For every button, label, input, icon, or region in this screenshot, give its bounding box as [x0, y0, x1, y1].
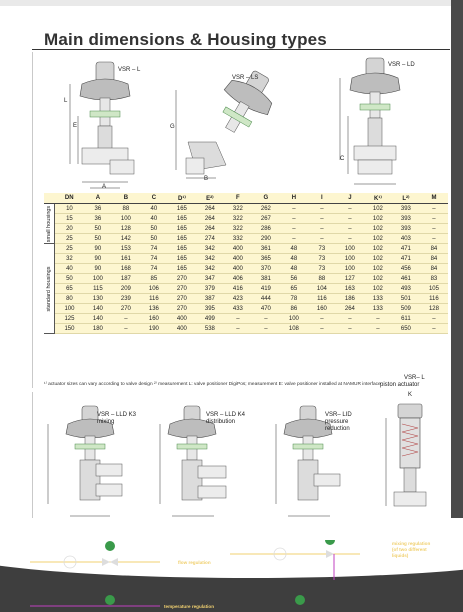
table-cell: 209: [112, 284, 140, 294]
table-cell: 102: [364, 224, 392, 234]
table-cell: 100: [84, 274, 112, 284]
column-header: K¹⁾: [364, 193, 392, 204]
table-cell: 142: [112, 234, 140, 244]
table-cell: 15: [55, 214, 84, 224]
table-cell: 509: [392, 304, 420, 314]
table-cell: 25: [55, 244, 84, 254]
table-cell: –: [420, 204, 448, 214]
table-cell: 393: [392, 224, 420, 234]
table-cell: 433: [224, 304, 252, 314]
table-cell: –: [420, 234, 448, 244]
column-header: G: [252, 193, 280, 204]
column-header: J: [336, 193, 364, 204]
label-vsr-l: VSR – L: [118, 67, 141, 73]
table-cell: 133: [364, 294, 392, 304]
header-group-spacer: [44, 193, 55, 204]
table-cell: –: [308, 214, 336, 224]
table-row: [44, 264, 448, 274]
table-cell: 36: [84, 214, 112, 224]
table-cell: 50: [140, 234, 168, 244]
table-cell: 116: [140, 294, 168, 304]
title-rule: [32, 49, 450, 50]
dim-label-b: B: [204, 176, 209, 182]
margin-bracket-lower: [32, 392, 33, 532]
table-cell: 50: [84, 234, 112, 244]
table-cell: 165: [168, 244, 196, 254]
table-cell: 165: [168, 254, 196, 264]
table-cell: 74: [140, 244, 168, 254]
label-vsr-ls: VSR – LS: [232, 75, 259, 81]
table-cell: –: [280, 214, 308, 224]
table-cell: 128: [112, 224, 140, 234]
label-vsr-lld-k4-sub: distribution: [206, 419, 236, 425]
column-header: L²⁾: [392, 193, 420, 204]
table-cell: 20: [55, 224, 84, 234]
table-cell: 100: [336, 264, 364, 274]
label-vsr-ld: VSR – LD: [388, 62, 415, 68]
table-cell: 102: [364, 264, 392, 274]
table-row: [44, 244, 448, 254]
table-cell: 102: [364, 274, 392, 284]
table-cell: 116: [308, 294, 336, 304]
table-cell: 342: [196, 254, 224, 264]
table-cell: 461: [392, 274, 420, 284]
table-cell: 400: [224, 264, 252, 274]
table-cell: 80: [55, 294, 84, 304]
table-cell: 86: [280, 304, 308, 314]
table-cell: –: [364, 324, 392, 334]
table-cell: 262: [252, 204, 280, 214]
dim-label-l: L: [64, 98, 68, 104]
label-flow-regulation: flow regulation: [178, 560, 211, 565]
drawing-vsr-ld: [328, 56, 428, 191]
table-cell: –: [224, 314, 252, 324]
table-cell: 130: [84, 294, 112, 304]
table-cell: 163: [336, 284, 364, 294]
table-cell: 50: [84, 224, 112, 234]
table-cell: –: [308, 324, 336, 334]
table-cell: 471: [392, 254, 420, 264]
table-cell: 322: [224, 214, 252, 224]
table-cell: 395: [196, 304, 224, 314]
table-cell: 400: [168, 314, 196, 324]
table-cell: 140: [84, 304, 112, 314]
table-cell: –: [112, 314, 140, 324]
table-cell: 270: [112, 304, 140, 314]
table-cell: 104: [308, 284, 336, 294]
table-cell: 264: [336, 304, 364, 314]
table-cell: 322: [224, 224, 252, 234]
table-cell: 88: [308, 274, 336, 284]
table-cell: 165: [168, 214, 196, 224]
label-mixing-regulation-1: mixing regulation: [392, 541, 431, 546]
column-header: E²⁾: [196, 193, 224, 204]
page-title: Main dimensions & Housing types: [44, 30, 327, 49]
table-cell: 160: [140, 314, 168, 324]
table-cell: –: [364, 314, 392, 324]
table-cell: 102: [364, 214, 392, 224]
table-cell: 136: [140, 304, 168, 314]
dim-label-c: C: [340, 156, 345, 162]
table-cell: 270: [168, 304, 196, 314]
flow-schematic: [30, 540, 450, 612]
table-cell: –: [420, 324, 448, 334]
table-cell: 471: [392, 244, 420, 254]
table-cell: 32: [55, 254, 84, 264]
dimensions-table: [44, 193, 448, 334]
table-cell: –: [336, 324, 364, 334]
table-group-text: standard housings: [46, 266, 52, 311]
table-cell: 168: [112, 264, 140, 274]
table-row: [44, 294, 448, 304]
table-cell: 153: [112, 244, 140, 254]
column-header: A: [84, 193, 112, 204]
table-cell: 50: [140, 224, 168, 234]
table-cell: 611: [392, 314, 420, 324]
table-cell: 180: [84, 324, 112, 334]
table-cell: 127: [336, 274, 364, 284]
table-cell: 140: [84, 314, 112, 324]
label-vsr-l-piston-sub: piston actuator: [380, 382, 420, 388]
table-header-row: [44, 193, 448, 204]
table-cell: 90: [84, 254, 112, 264]
table-cell: 73: [308, 254, 336, 264]
table-cell: –: [308, 224, 336, 234]
table-cell: 48: [280, 254, 308, 264]
table-cell: 400: [224, 254, 252, 264]
table-cell: 65: [55, 284, 84, 294]
column-header: M: [420, 193, 448, 204]
table-cell: 83: [420, 274, 448, 284]
table-cell: 493: [392, 284, 420, 294]
column-header: F: [224, 193, 252, 204]
table-cell: 36: [84, 204, 112, 214]
table-cell: 165: [168, 224, 196, 234]
table-cell: 78: [280, 294, 308, 304]
label-vsr-l-piston: VSR– L: [404, 375, 425, 381]
margin-bracket: [32, 52, 33, 388]
column-header: I: [308, 193, 336, 204]
column-header: B: [112, 193, 140, 204]
table-cell: 165: [168, 234, 196, 244]
table-cell: –: [420, 214, 448, 224]
table-row: [44, 284, 448, 294]
table-cell: 423: [224, 294, 252, 304]
table-cell: 381: [252, 274, 280, 284]
table-cell: 74: [140, 254, 168, 264]
table-cell: 370: [252, 264, 280, 274]
table-cell: –: [308, 234, 336, 244]
table-cell: 499: [196, 314, 224, 324]
table-row: [44, 314, 448, 324]
label-mixing-regulation-2: (of two different: [392, 547, 427, 552]
table-row: [44, 274, 448, 284]
column-header: DN: [55, 193, 84, 204]
table-cell: 90: [84, 244, 112, 254]
table-cell: 264: [196, 214, 224, 224]
table-cell: 128: [420, 304, 448, 314]
table-cell: 84: [420, 254, 448, 264]
label-vsr-lld-k3: VSR – LLD K3: [97, 412, 137, 418]
table-group-text: small housings: [46, 205, 52, 242]
column-header: D¹⁾: [168, 193, 196, 204]
table-cell: –: [336, 224, 364, 234]
table-cell: 48: [280, 264, 308, 274]
table-cell: –: [280, 224, 308, 234]
table-cell: 264: [196, 204, 224, 214]
table-cell: 416: [224, 284, 252, 294]
table-cell: 90: [84, 264, 112, 274]
label-vsr-lid-sub2: reduction: [325, 426, 350, 432]
label-mixing-regulation-3: liquids): [392, 553, 409, 558]
dim-label-g: G: [170, 124, 175, 130]
table-cell: –: [420, 224, 448, 234]
table-cell: 100: [112, 214, 140, 224]
table-group-label: [44, 244, 55, 334]
table-cell: 342: [196, 244, 224, 254]
table-row: [44, 324, 448, 334]
table-cell: 264: [196, 224, 224, 234]
table-cell: 165: [168, 264, 196, 274]
table-cell: 332: [224, 234, 252, 244]
table-body-standard: [44, 244, 448, 334]
table-cell: 186: [336, 294, 364, 304]
table-row: [44, 204, 448, 214]
table-cell: 100: [336, 244, 364, 254]
table-cell: 290: [252, 234, 280, 244]
table-cell: –: [308, 204, 336, 214]
table-cell: 133: [364, 304, 392, 314]
drawing-vsr-l-piston: [380, 400, 440, 530]
table-row: [44, 254, 448, 264]
table-body-small: [44, 204, 448, 244]
table-cell: 73: [308, 264, 336, 274]
table-cell: 25: [55, 234, 84, 244]
table-cell: 393: [392, 204, 420, 214]
table-group-label: [44, 204, 55, 244]
table-cell: 150: [55, 324, 84, 334]
table-cell: 365: [252, 254, 280, 264]
table-cell: 40: [140, 204, 168, 214]
drawing-vsr-ls: [166, 70, 296, 185]
table-cell: 190: [140, 324, 168, 334]
table-cell: 270: [168, 274, 196, 284]
table-cell: 160: [308, 304, 336, 314]
table-row: [44, 234, 448, 244]
table-cell: 50: [55, 274, 84, 284]
table-cell: 393: [392, 214, 420, 224]
table-cell: 270: [168, 284, 196, 294]
table-cell: 270: [168, 294, 196, 304]
table-cell: 342: [196, 264, 224, 274]
label-vsr-lid-sub1: pressure: [325, 419, 349, 425]
table-cell: 105: [420, 284, 448, 294]
table-cell: 102: [364, 234, 392, 244]
table-cell: 470: [252, 304, 280, 314]
table-cell: 102: [364, 284, 392, 294]
table-cell: –: [308, 314, 336, 324]
table-cell: 40: [140, 214, 168, 224]
table-cell: 444: [252, 294, 280, 304]
table-cell: 267: [252, 214, 280, 224]
table-cell: –: [336, 314, 364, 324]
drawing-vsr-lld-k3: [40, 404, 140, 524]
table-cell: 274: [196, 234, 224, 244]
table-cell: 102: [364, 254, 392, 264]
table-cell: 100: [336, 254, 364, 264]
label-vsr-lld-k3-sub: mixing: [97, 419, 115, 425]
table-cell: –: [336, 214, 364, 224]
table-cell: 538: [196, 324, 224, 334]
table-cell: 379: [196, 284, 224, 294]
table-row: [44, 214, 448, 224]
label-temperature-regulation: temperature regulation: [164, 604, 215, 609]
table-cell: 239: [112, 294, 140, 304]
table-cell: 65: [280, 284, 308, 294]
table-cell: –: [280, 234, 308, 244]
table-cell: 456: [392, 264, 420, 274]
table-cell: 106: [140, 284, 168, 294]
table-row: [44, 224, 448, 234]
table-cell: –: [280, 204, 308, 214]
table-cell: 400: [168, 324, 196, 334]
table-cell: 187: [112, 274, 140, 284]
table-cell: 387: [196, 294, 224, 304]
table-cell: –: [252, 314, 280, 324]
table-cell: 100: [55, 304, 84, 314]
table-cell: 84: [420, 244, 448, 254]
top-strip: [0, 0, 463, 6]
dim-label-a: A: [102, 184, 107, 190]
table-cell: –: [336, 234, 364, 244]
column-header: C: [140, 193, 168, 204]
table-cell: 88: [112, 204, 140, 214]
table-cell: 406: [224, 274, 252, 284]
label-vsr-lid: VSR– LID: [325, 412, 352, 418]
table-cell: 116: [420, 294, 448, 304]
table-cell: 10: [55, 204, 84, 214]
table-cell: 102: [364, 244, 392, 254]
table-cell: 501: [392, 294, 420, 304]
column-header: H: [280, 193, 308, 204]
table-cell: 347: [196, 274, 224, 284]
table-cell: –: [336, 204, 364, 214]
drawing-vsr-lid: [266, 404, 366, 524]
table-cell: 108: [280, 324, 308, 334]
table-cell: 48: [280, 244, 308, 254]
table-cell: –: [224, 324, 252, 334]
table-cell: –: [420, 314, 448, 324]
table-cell: 84: [420, 264, 448, 274]
dim-label-e: E: [73, 123, 78, 129]
table-row: [44, 304, 448, 314]
table-cell: 322: [224, 204, 252, 214]
table-cell: 650: [392, 324, 420, 334]
table-cell: 85: [140, 274, 168, 284]
table-cell: 286: [252, 224, 280, 234]
table-cell: 161: [112, 254, 140, 264]
table-cell: 361: [252, 244, 280, 254]
label-vsr-lld-k4: VSR – LLD K4: [206, 412, 246, 418]
table-cell: 73: [308, 244, 336, 254]
table-cell: 165: [168, 204, 196, 214]
table-cell: 102: [364, 204, 392, 214]
table-cell: 74: [140, 264, 168, 274]
table-cell: 125: [55, 314, 84, 324]
dim-label-k: K: [408, 392, 413, 398]
table-cell: 56: [280, 274, 308, 284]
table-cell: 40: [55, 264, 84, 274]
table-cell: –: [252, 324, 280, 334]
table-cell: –: [112, 324, 140, 334]
table-cell: 403: [392, 234, 420, 244]
table-cell: 100: [280, 314, 308, 324]
table-cell: 400: [224, 244, 252, 254]
table-footnote: ¹⁾ actuator sizes can vary according to valve design ²⁾ measurement L: valve positioner DigiPos; measurement E: valve positioner installed at NAMUR interface: [44, 382, 381, 387]
table-cell: 419: [252, 284, 280, 294]
table-cell: 115: [84, 284, 112, 294]
